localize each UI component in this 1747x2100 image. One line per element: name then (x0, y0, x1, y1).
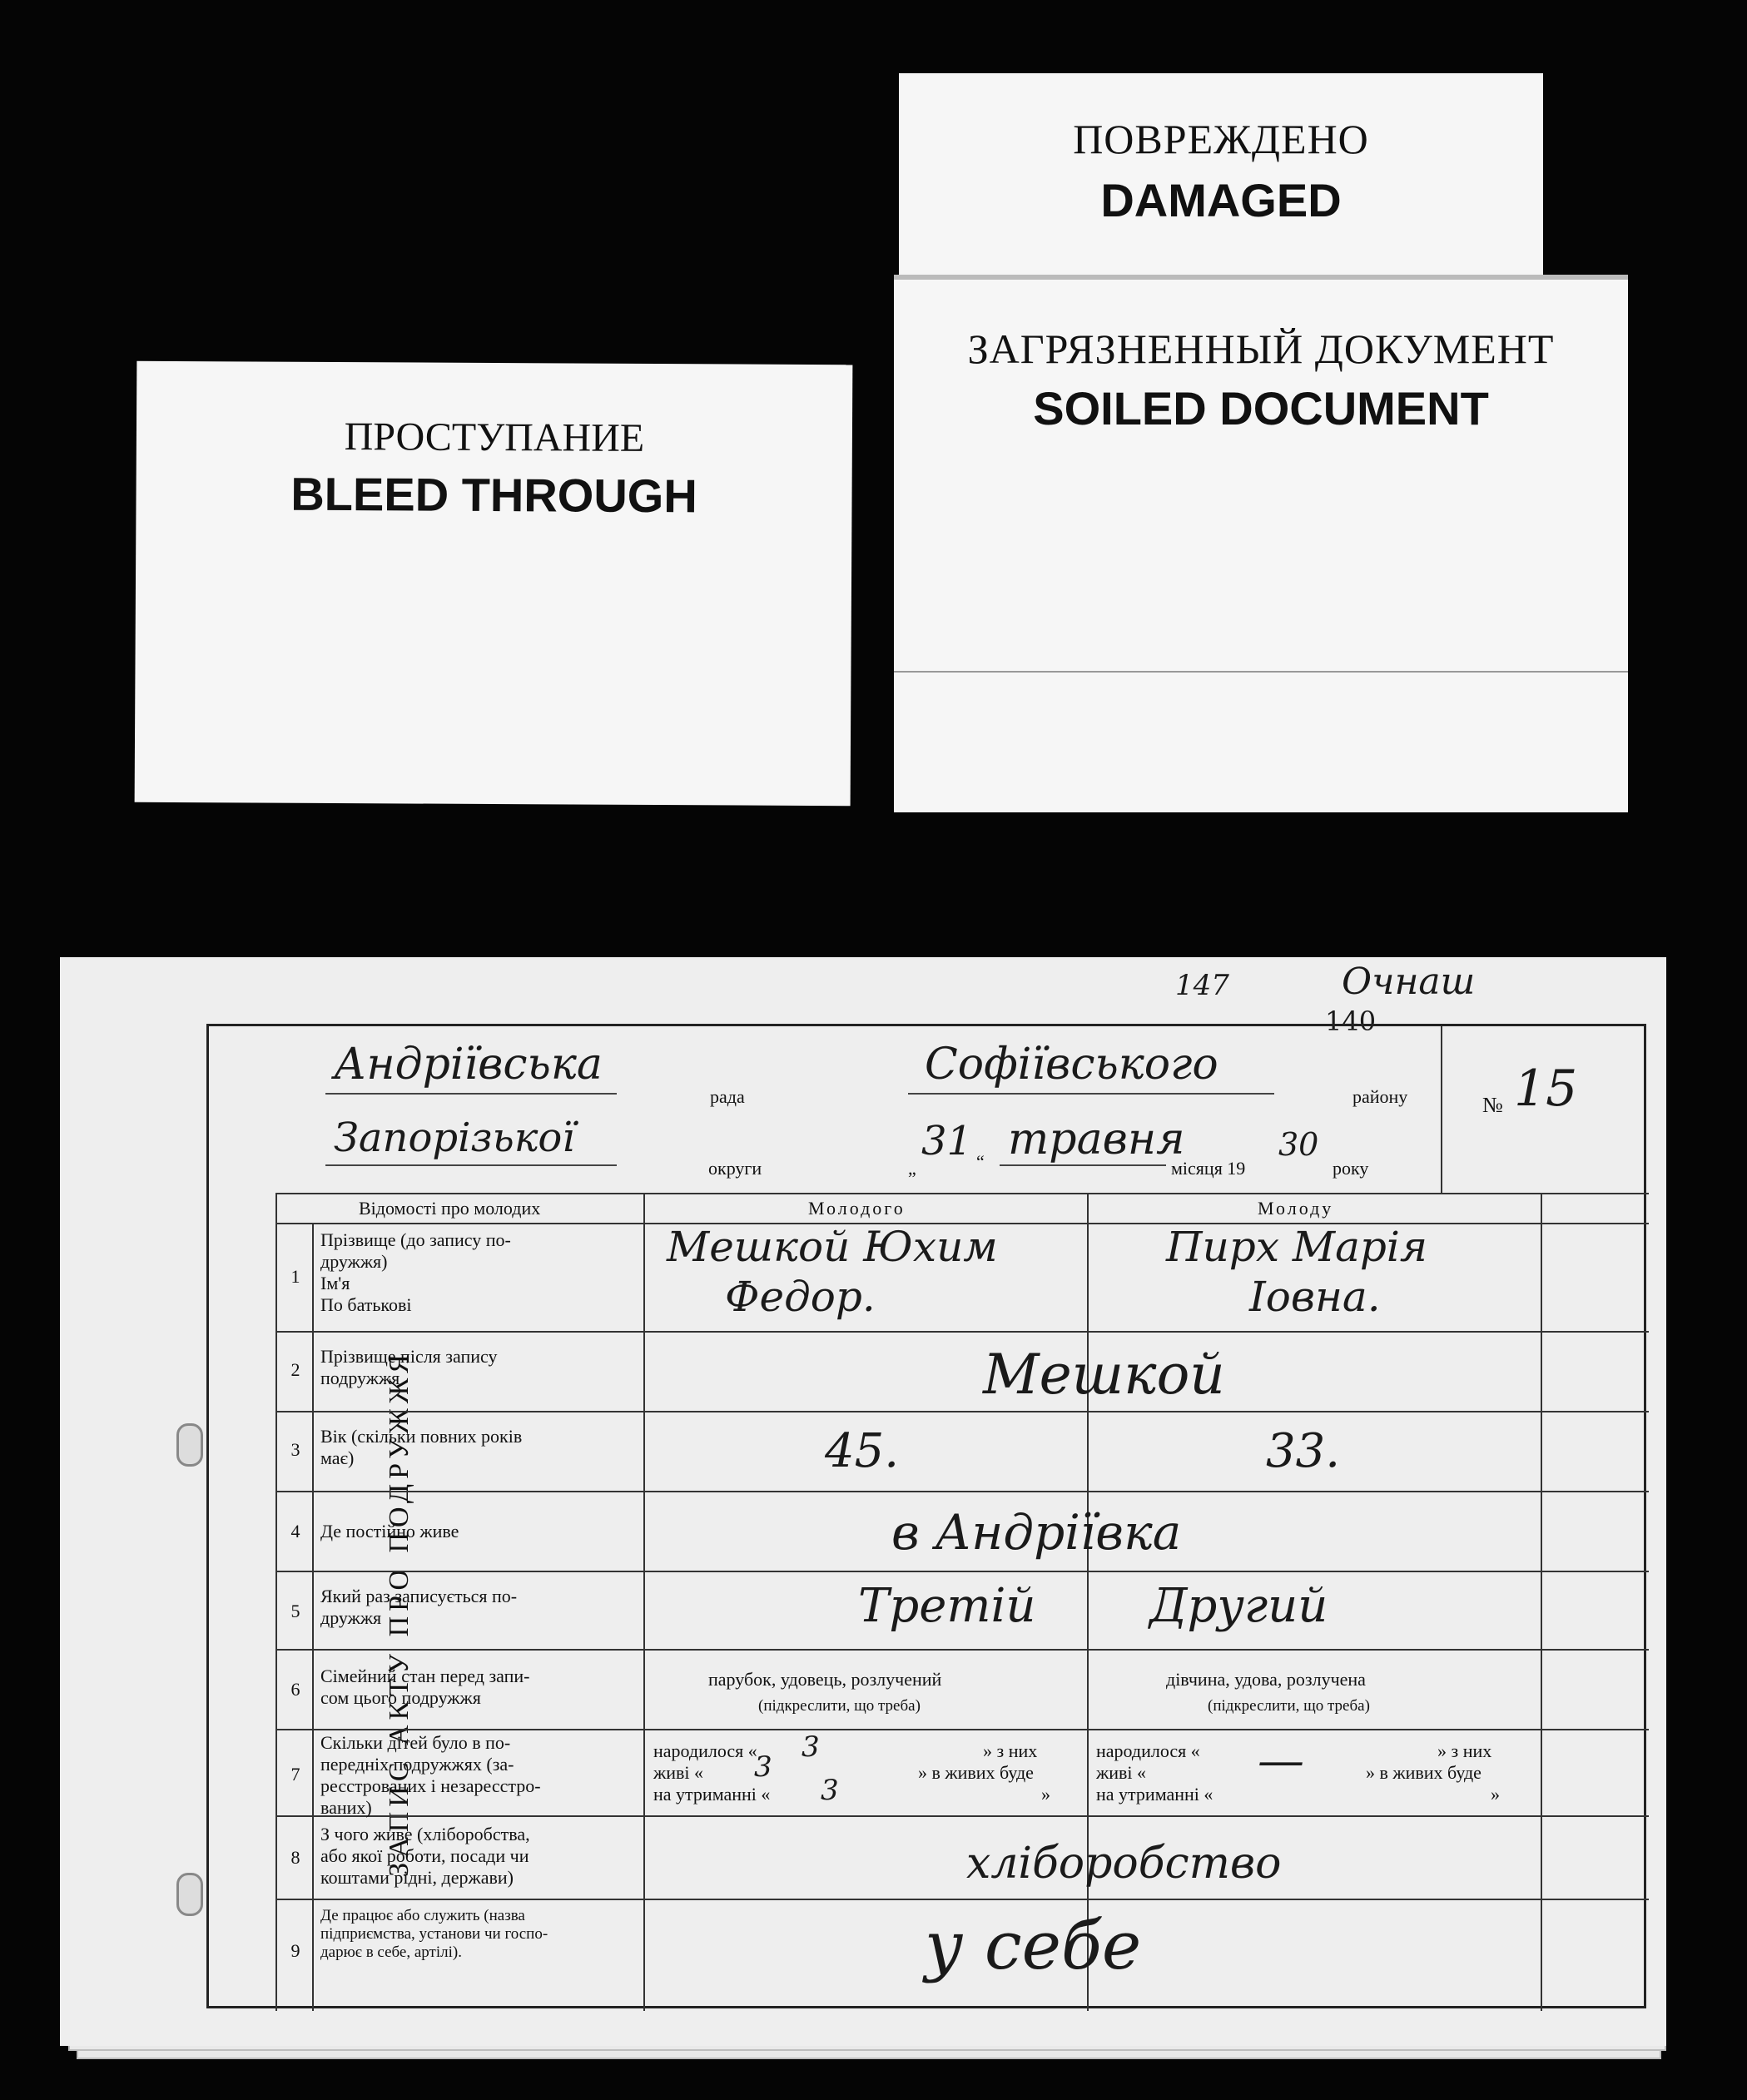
page-number: 140 (1325, 1005, 1377, 1037)
marriage-record-document (60, 957, 1666, 2046)
header-number-divider (1441, 1026, 1442, 1193)
row-6-label-line-2: сом цього подружжя (320, 1687, 481, 1708)
council-label: рада (710, 1086, 745, 1107)
row-1-label-line-2: дружжя) (320, 1251, 388, 1272)
row-9-label-line-3: дарює в себе, артілі). (320, 1944, 462, 1961)
row-1-border (275, 1331, 1649, 1333)
row-9-label (320, 1907, 645, 1962)
district-handwritten: Софіївського (925, 1040, 1218, 1090)
workplace: у себе (925, 1907, 1142, 1984)
row-7-label-line-2: передніх подружжях (за- (320, 1754, 514, 1775)
year-label: року (1333, 1158, 1369, 1179)
month-handwritten: травня (1008, 1115, 1185, 1164)
row-3-label-line-2: має) (320, 1447, 355, 1468)
day-handwritten: 31 (921, 1118, 973, 1164)
month-line (1000, 1164, 1166, 1166)
residence: в Андріївка (891, 1504, 1182, 1561)
table-top-border (275, 1193, 1649, 1194)
groom-children-maintained: 3 (821, 1774, 839, 1807)
row-6-border (275, 1729, 1649, 1730)
record-frame (206, 1024, 1646, 2008)
bride-alive-label: живі « (1096, 1762, 1146, 1783)
groom-children-alive: 3 (754, 1750, 772, 1784)
groom-age: 45. (825, 1424, 900, 1478)
row-2-label-line-2: подружжя (320, 1368, 400, 1388)
row-6-label (320, 1666, 637, 1709)
row-1-label-line-3: Ім'я (320, 1273, 350, 1293)
row-4-number: 4 (290, 1521, 300, 1541)
binder-hole-top (176, 1423, 203, 1467)
groom-marital-note: (підкреслити, що треба) (758, 1697, 921, 1715)
bride-marriage-count: Другий (1149, 1579, 1328, 1633)
row-7-label-line-1: Скільки дітей було в по- (320, 1732, 511, 1753)
row-2-label (320, 1346, 637, 1389)
groom-born-label: народилося « (653, 1740, 757, 1761)
info-column-divider (643, 1193, 645, 2011)
row-1-label-line-1: Прізвище (до запису по- (320, 1229, 511, 1250)
bride-born-label: народилося « (1096, 1740, 1200, 1761)
row-2-number: 2 (290, 1359, 300, 1380)
row-7-number: 7 (290, 1764, 300, 1785)
bride-of-them-label: » з них (1437, 1740, 1492, 1761)
archive-mark-right: Очнаш (1342, 961, 1476, 1003)
damaged-en-label: DAMAGED (1100, 174, 1342, 226)
day-open-quote: „ (908, 1158, 916, 1179)
table-left-border (275, 1193, 277, 2011)
row-7-label-line-3: ресстрованих і незаресстро- (320, 1775, 541, 1796)
okrug-handwritten: Запорізької (334, 1115, 575, 1161)
row-8-label (320, 1824, 637, 1889)
row-1-label (320, 1229, 637, 1316)
surname-after-marriage: Мешкой (983, 1343, 1225, 1407)
row-5-label (320, 1586, 637, 1629)
soiled-document-card (894, 275, 1628, 812)
month-label: місяця 19 (1171, 1158, 1246, 1179)
groom-close-quote: » (1041, 1784, 1050, 1805)
record-number-label: № (1482, 1093, 1503, 1117)
district-line (908, 1093, 1274, 1095)
bleed-through-card (135, 361, 853, 806)
row-8-label-line-1: З чого живе (хліборобства, (320, 1824, 530, 1844)
okrug-line (325, 1164, 617, 1166)
row-6-label-line-1: Сімейний стан перед запи- (320, 1666, 530, 1686)
row-8-label-line-3: коштами рідні, держави) (320, 1867, 514, 1888)
okrug-label: округи (708, 1158, 762, 1179)
occupation: хліборобство (966, 1839, 1282, 1889)
row-9-label-line-1: Де працює або служить (назва (320, 1907, 525, 1924)
row-9-number: 9 (290, 1940, 300, 1961)
row-8-border (275, 1899, 1649, 1900)
right-margin-divider (1541, 1193, 1542, 2011)
card-fold-line (894, 671, 1628, 673)
bride-marital-note: (підкреслити, що треба) (1208, 1697, 1370, 1715)
groom-of-them-label: » з них (983, 1740, 1038, 1761)
bride-age: 33. (1266, 1424, 1341, 1478)
row-8-number: 8 (290, 1847, 300, 1868)
row-4-border (275, 1571, 1649, 1572)
row-3-label (320, 1426, 637, 1469)
row-1-label-line-4: По батькові (320, 1294, 412, 1315)
bride-name-line-1: Пирх Марія (1166, 1223, 1428, 1271)
groom-marital-options: парубок, удовець, розлучений (708, 1669, 942, 1690)
groom-alive-label: живі « (653, 1762, 703, 1783)
row-3-label-line-1: Вік (скільки повних років (320, 1426, 523, 1447)
district-label: району (1352, 1086, 1408, 1107)
row-5-label-line-2: дружжя (320, 1607, 382, 1628)
archive-number-top: 147 (1175, 969, 1229, 1002)
row-5-number: 5 (290, 1601, 300, 1621)
groom-maintained-label: на утриманні « (653, 1784, 771, 1805)
groom-name-line-1: Мешкой Юхим (667, 1223, 998, 1271)
soiled-ru-label: ЗАГРЯЗНЕННЫЙ ДОКУМЕНТ (967, 325, 1555, 372)
damaged-ru-label: ПОВРЕЖДЕНО (1073, 116, 1369, 162)
groom-name-line-2: Федор. (725, 1273, 876, 1321)
row-5-label-line-1: Який раз записується по- (320, 1586, 518, 1606)
groom-marriage-count: Третій (858, 1579, 1036, 1633)
day-close-quote: “ (976, 1151, 985, 1172)
groom-will-live-label: » в живих буде (918, 1762, 1034, 1783)
row-number-divider (312, 1223, 314, 2011)
row-2-label-line-1: Прізвище після запису (320, 1346, 498, 1367)
bride-children-dash: — (1258, 1734, 1304, 1788)
bride-name-line-2: Іовна. (1249, 1273, 1381, 1321)
bride-marital-options: дівчина, удова, розлучена (1166, 1669, 1366, 1690)
row-8-label-line-2: або якої роботи, посади чи (320, 1845, 529, 1866)
binder-hole-bottom (176, 1873, 203, 1916)
bleed-through-en-label: BLEED THROUGH (290, 467, 697, 523)
groom-children-born: 3 (802, 1730, 820, 1764)
bride-close-quote: » (1491, 1784, 1500, 1805)
council-line (325, 1093, 617, 1095)
column-header-info: Відомості про молодих (359, 1198, 541, 1219)
row-3-number: 3 (290, 1439, 300, 1460)
row-4-label (320, 1521, 637, 1542)
bride-maintained-label: на утриманні « (1096, 1784, 1213, 1805)
row-7-label-line-4: ваних) (320, 1797, 372, 1818)
row-9-label-line-2: підприємства, установи чи госпо- (320, 1925, 548, 1943)
bride-will-live-label: » в живих буде (1366, 1762, 1481, 1783)
year-handwritten: 30 (1278, 1126, 1319, 1163)
row-1-number: 1 (290, 1266, 300, 1287)
row-3-border (275, 1491, 1649, 1492)
row-2-border (275, 1411, 1649, 1412)
row-7-label (320, 1732, 637, 1819)
damaged-card (899, 73, 1543, 281)
column-header-bride: Молоду (1258, 1198, 1334, 1219)
vertical-record-title: ЗАПИС АКТУ ПРО ПОДРУЖЖЯ (384, 1349, 414, 1877)
row-5-border (275, 1649, 1649, 1651)
row-6-number: 6 (290, 1679, 300, 1700)
soiled-en-label: SOILED DOCUMENT (1033, 382, 1489, 434)
row-4-label-line-1: Де постійно живе (320, 1521, 459, 1541)
column-header-groom: Молодого (808, 1198, 906, 1219)
record-number-handwritten: 15 (1514, 1060, 1578, 1118)
council-handwritten: Андріївська (334, 1040, 603, 1090)
bleed-through-ru-label: ПРОСТУПАНИЕ (344, 415, 645, 460)
